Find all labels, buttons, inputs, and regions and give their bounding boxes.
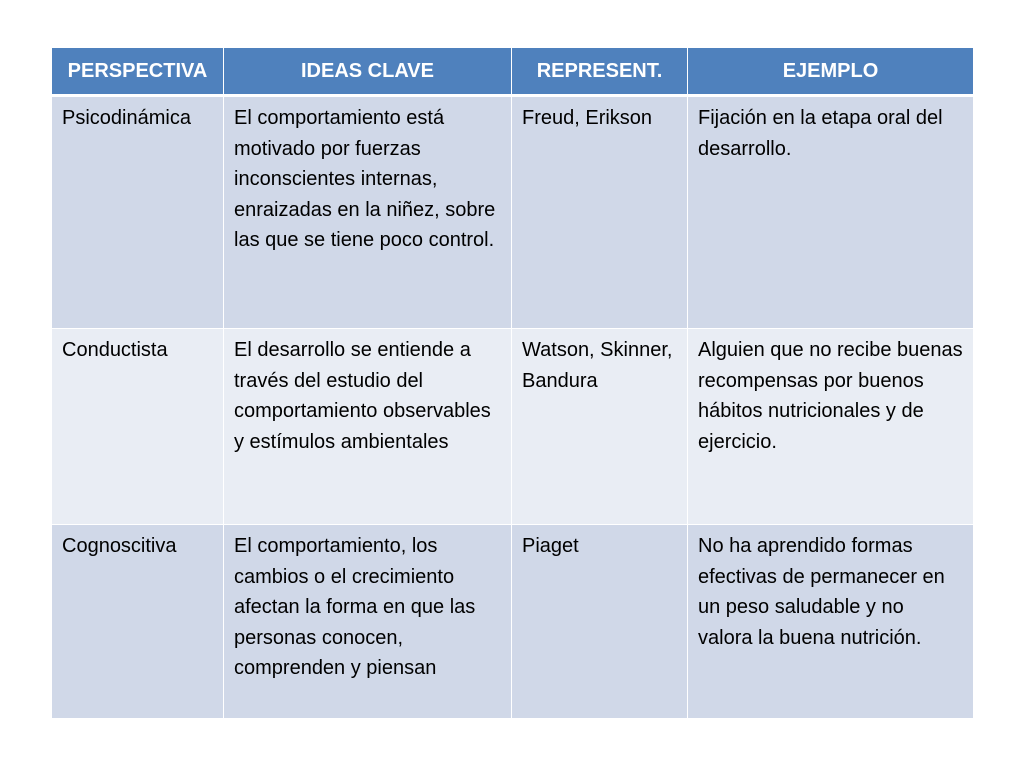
- cell-ejemplo: No ha aprendido formas efectivas de permanecer en un peso saludable y no valora la buena nutrición.: [688, 525, 974, 719]
- table-header-row: [52, 48, 974, 96]
- header-ejemplo: EJEMPLO: [688, 48, 974, 96]
- cell-ideas-clave: El comportamiento, los cambios o el crecimiento afectan la forma en que las personas conocen, comprenden y piensan: [224, 525, 512, 719]
- header-perspectiva: PERSPECTIVA: [52, 48, 224, 96]
- header-represent: REPRESENT.: [512, 48, 688, 96]
- cell-ejemplo: Alguien que no recibe buenas recompensas por buenos hábitos nutricionales y de ejercicio.: [688, 329, 974, 525]
- cell-perspectiva: Psicodinámica: [52, 96, 224, 329]
- cell-represent: Piaget: [512, 525, 688, 719]
- perspectives-table: [51, 47, 974, 719]
- table-row: [52, 96, 974, 329]
- table-row: [52, 525, 974, 719]
- cell-perspectiva: Cognoscitiva: [52, 525, 224, 719]
- cell-ideas-clave: El desarrollo se entiende a través del estudio del comportamiento observables y estímulos ambientales: [224, 329, 512, 525]
- cell-represent: Watson, Skinner, Bandura: [512, 329, 688, 525]
- cell-perspectiva: Conductista: [52, 329, 224, 525]
- cell-ideas-clave: El comportamiento está motivado por fuerzas inconscientes internas, enraizadas en la niñez, sobre las que se tiene poco control.: [224, 96, 512, 329]
- header-ideas-clave: IDEAS CLAVE: [224, 48, 512, 96]
- cell-ejemplo: Fijación en la etapa oral del desarrollo.: [688, 96, 974, 329]
- cell-represent: Freud, Erikson: [512, 96, 688, 329]
- table-row: [52, 329, 974, 525]
